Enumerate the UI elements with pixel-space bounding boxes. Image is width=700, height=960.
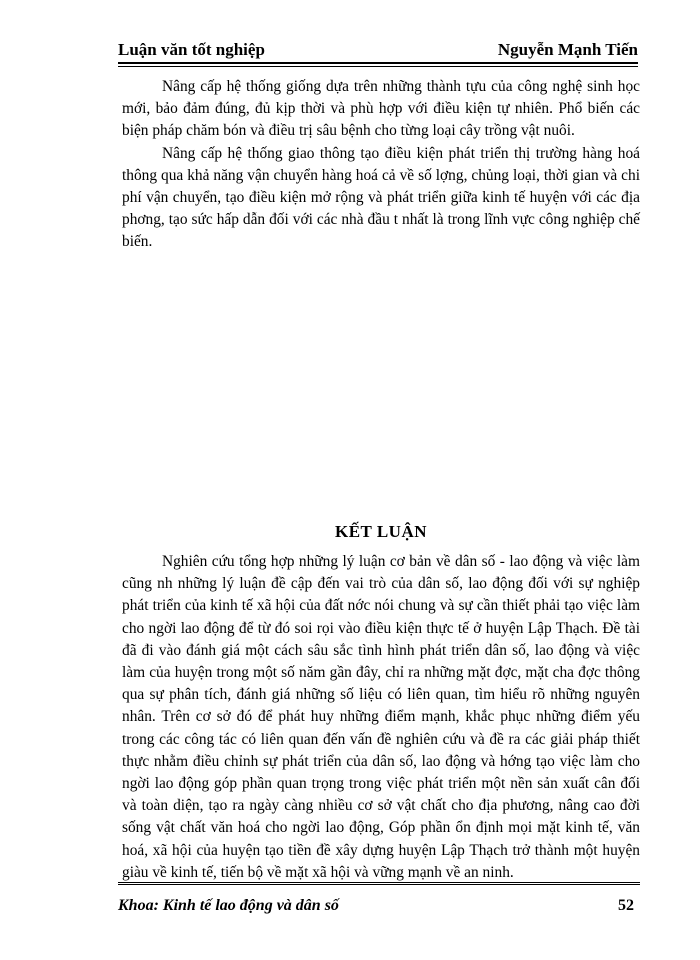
faculty-name: Khoa: Kinh tế lao động và dân số (118, 897, 339, 914)
page-number: 52 (618, 897, 634, 914)
section-title: KẾT LUẬN (334, 522, 427, 541)
page-footer (118, 882, 640, 925)
author-name: Nguyễn Mạnh Tiến (497, 40, 638, 59)
paragraph-seed-system: Nâng cấp hệ thống giống dựa trên những thành tựu của công nghệ sinh học mới, bảo đảm đúng, đủ kịp thời và phù hợp với điều kiện tự nhiên. Phổ biến các biện pháp chăm bón và điều trị sâu bệnh cho từng loại cây trồng vật nuôi. (122, 78, 640, 140)
paragraph-transport-system: Nâng cấp hệ thống giao thông tạo điều kiện phát triển thị trường hàng hoá thông qua khả năng vận chuyển hàng hoá cả về số lợng, chủng loại, thời gian và chi phí vận chuyển, tạo điều kiện mở rộng và phát triển giữa kinh tế huyện với các địa phơng, tạo sức hấp dẫn đối với các nhà đầu t nhất là trong lĩnh vực công nghiệp chế biến. (122, 144, 640, 251)
thesis-title: Luận văn tốt nghiệp (118, 40, 265, 59)
page-header (118, 38, 638, 64)
paragraph-conclusion: Nghiên cứu tổng hợp những lý luận cơ bản về dân số - lao động và việc làm cũng nh những lý luận đề cập đến vai trò của dân số, lao động đối với sự nghiệp phát triển của kinh tế xã hội của đất nớc nói chung và sự cần thiết phải tạo việc làm cho ngời lao động để từ đó soi rọi vào điều kiện thực tế ở huyện Lập Thạch. Đề tài đã đi vào đánh giá một cách sâu sắc tình hình phát triển dân số, lao động và việc làm của huyện trong một số năm gần đây, chỉ ra những mặt đợc, mặt cha đợc thông qua sự phân tích, đánh giá những số liệu có liên quan, tìm hiểu rõ những nguyên nhân. Trên cơ sở đó để phát huy những điểm mạnh, khắc phục những điểm yếu trong các công tác có liên quan đến vấn đề nghiên cứu và đề ra các giải pháp thiết thực nhằm điều chỉnh sự phát triển của dân số, lao động và hớng tạo việc làm cho ngời lao động góp phần quan trọng trong việc phát triển một nền sản xuất cân đối và toàn diện, tạo ra ngày càng nhiều cơ sở vật chất cho địa phương, nâng cao đời sống vật chất văn hoá cho ngời lao động, Góp phần ổn định mọi mặt kinh tế, văn hoá, xã hội của huyện tạo tiền đề xây dựng huyện Lập Thạch trở thành một huyện giàu về kinh tế, tiến bộ về mặt xã hội và vững mạnh về an ninh. (122, 553, 640, 881)
header-divider (118, 66, 638, 67)
top-text-block (122, 76, 640, 254)
conclusion-text-block (122, 551, 640, 884)
